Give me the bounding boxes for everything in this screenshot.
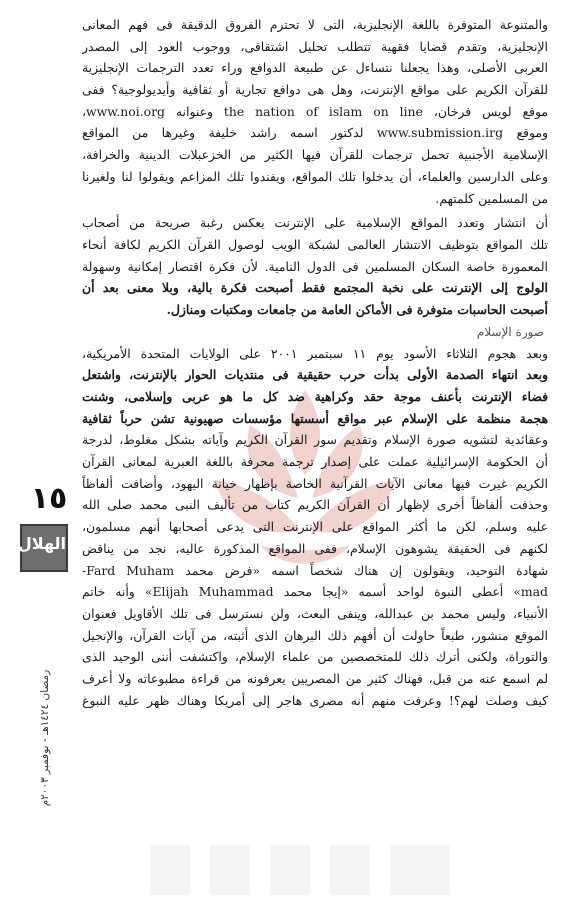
text-line: الإسلامية الأجنبية تحمل ترجمات للقرآن فيها الكثير من الخزعبلات الدينية والخرافة، [82,147,548,163]
text-line: تلك المواقع بتوظيف الانتشار العالمى لشبكة الويب لوصول القرآن الكريم لكافة أنحاء [82,236,548,252]
text-line: لم اسمع عنه من قبل، فهناك كثير من المصريين يعرفونه من قراءة مطبوعاته ولا أعرف [82,670,548,686]
text-line: الأنبياء، وليس محمد بن عبدالله، وينفى البعث، ولن نسترسل فى تلك الأقاويل فعنوان [82,605,548,621]
text-line: الإنجليزية، وتقدم قضايا فقهية تتطلب تحليل اشتقاقى، ووجوب العود إلى المصدر [82,38,548,54]
text-line: الولوج إلى الإنترنت على نخبة المجتمع فقط أصبحت فكرة بالية، وبلا معنى بعد أن [82,280,548,296]
text-line: للقرآن الكريم على مواقع الإنترنت، وهل هى دوافع تجارية أو ثقافية وأيديولوجية؟ ففى [82,82,548,98]
text-line: وعلى الدارسين والعلماء، أن يدخلوا تلك المواقع، ويفندوا تلك المزاعم ويقولوا لنا ولغيرنا [82,168,548,184]
paragraph-2 [82,212,548,320]
text-line: عليه وسلم، لكن ما أكثر المواقع على الإنترنت التى يدعى أصحابها أنهم مسلمون، [82,519,548,535]
text-line: والمتنوعة المتوفرة باللغة الإنجليزية، التى لا تحترم الفروق الدقيقة فى فهم المعانى [82,17,548,32]
text-line: وموقع www.submission.irg لدكتور اسمه راشد خليفة وغيرها من المواقع [82,125,548,141]
text-line: لكنهم فى الحقيقة يشوهون الإسلام، ففى المواقع المذكورة عاليه، نجد من يناقض [82,540,548,556]
text-line: وحذفت ألفاظاً أخرى لإظهار أن القرآن الكريم كتاب من تأليف النبى محمد صلى الله [82,497,548,513]
issue-date-text: رمضان ١٤٢٤هـ - نوفمبر ٢٠٠٣م [39,669,51,807]
text-line: شهادة التوحيد، ويقولون إن هناك شخصاً اسمه «فرض محمد Fard Muham- [82,562,548,578]
text-line: من المسلمين كلمتهم. [435,190,548,206]
text-line: الكريم غيرت فيها معانى الآيات القرآنية الخاصة بإظهار خيانة اليهود، وأضافت ألفاظاً [82,475,548,491]
text-line: فضاء الإنترنت بأعنف موجة حقد وكراهية ضد كل ما هو عربى وإسلامى، وشنت [82,389,548,404]
article-body [82,14,548,711]
text-line: المعمورة خاصة السكان المسلمين فى الدول النامية. لأن فكرة اقتصار إمكانية وسهولة [82,258,548,274]
text-line: العربى الأصلى، وهذا يجعلنا نتساءل عن طبيعة الدوافع وراء تعدد الترجمات الإنجليزية [82,60,548,76]
archive-watermark-text-shape [140,820,470,910]
text-line: والتوراة، ولكنى أترك ذلك للمتخصصين من علماء الإسلام، واكتشفت أننى الوحيد الذى [82,649,548,665]
issue-date [38,592,52,892]
paragraph-1 [82,14,548,209]
text-line: أن الحكومة الإسرائيلية عملت على إصدار ترجمة محرفة باللغة العبرية لمعانى القرآن [82,454,548,470]
text-line: هجمة منظمة على الإسلام عبر مواقع أسستها مؤسسات صهيونية تشن حرباً ثقافية [82,410,548,426]
text-line: وبعد انتهاء الصدمة الأولى بدأت حرب حقيقية فى منتديات الحوار بالإنترنت، واشتعل [82,367,548,383]
text-line: وبعد هجوم الثلاثاء الأسود يوم ١١ سبتمبر ٢٠٠١ على الولايات المتحدة الأمريكية، [82,345,548,361]
page-margin [16,480,66,890]
text-line: mad» أعطى النبوة لواحد أسمه «إيجا محمد Elijah Muhammad» وأنه خاتم [82,584,548,600]
text-line: أصبحت الحاسبات متوفرة فى الأماكن العامة من جامعات ومكتبات ومنازل. [166,301,548,317]
section-heading: صورة الإسلام [476,324,544,339]
text-line: الموقع منشور، طبعاً حاولت أن أفهم ذلك البرهان الذى أثبته، من آيات القرآن، والإنجيل [82,627,548,643]
text-line: موقع لويس فرخان، the nation of islam on line وعنوانه www.noi.org، [82,103,548,119]
paragraph-3 [82,343,548,712]
text-line: أن انتشار وتعدد المواقع الإسلامية على الإنترنت يعكس رغبة صريحة من أصحاب [82,215,548,231]
magazine-logo [17,524,68,572]
text-line: كيف وصلت لهم؟! وعرفت منهم أنه مصرى هاجر إلى أمريكا وهناك ظهر عليه النبوغ [82,692,548,708]
magazine-logo-text: الهلال [17,534,66,553]
text-line: وعقائدية لتشويه صورة الإسلام وتقديم سور القرآن الكريم وآياته بشكل مغلوط، لدرجة [82,432,548,448]
page-number: ١٥ [30,481,68,516]
